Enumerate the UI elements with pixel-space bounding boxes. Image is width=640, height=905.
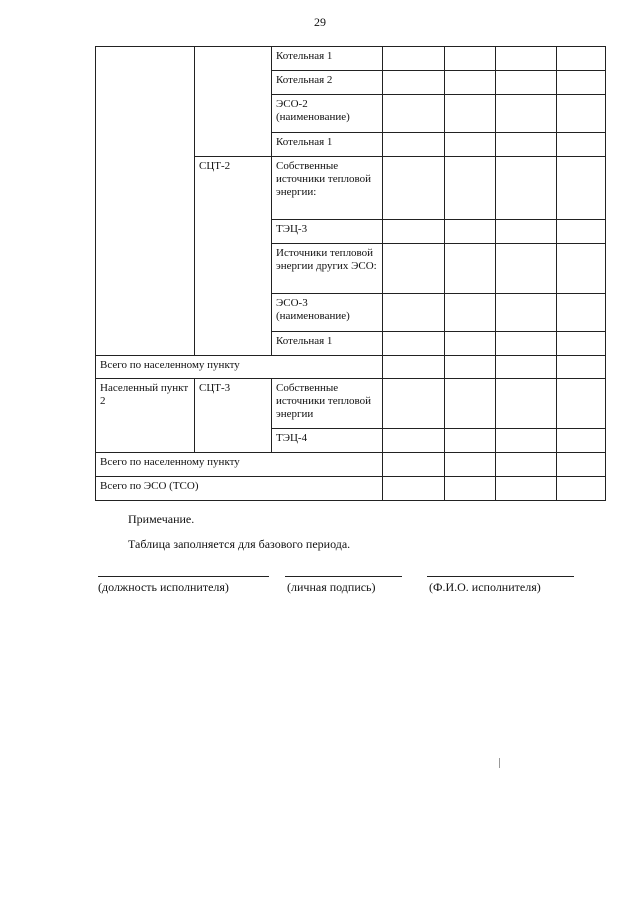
data-cell xyxy=(496,332,557,356)
source-cell: ТЭЦ-3 xyxy=(272,220,383,244)
table-row xyxy=(96,477,606,501)
data-cell xyxy=(445,95,496,133)
data-cell xyxy=(557,477,606,501)
data-cell xyxy=(383,379,445,429)
data-cell xyxy=(445,244,496,294)
data-cell xyxy=(496,453,557,477)
source-cell: ЭСО-3 (наименование) xyxy=(272,294,383,332)
page-number: 29 xyxy=(314,15,326,29)
data-cell xyxy=(383,95,445,133)
total-cell: Всего по населенному пункту xyxy=(96,453,383,477)
system-cell xyxy=(195,47,272,157)
source-cell: Котельная 1 xyxy=(272,133,383,157)
table-row xyxy=(96,453,606,477)
data-cell xyxy=(496,244,557,294)
data-cell xyxy=(445,294,496,332)
data-cell xyxy=(557,332,606,356)
table-row xyxy=(96,379,606,429)
source-cell: Источники тепловой энергии других ЭСО: xyxy=(272,244,383,294)
data-cell xyxy=(383,220,445,244)
data-cell xyxy=(383,157,445,220)
data-cell xyxy=(557,220,606,244)
position-signature-line xyxy=(98,576,269,577)
settlement-cell xyxy=(96,47,195,356)
data-cell xyxy=(445,379,496,429)
data-cell xyxy=(445,157,496,220)
data-cell xyxy=(496,157,557,220)
data-cell xyxy=(496,95,557,133)
personal-signature-line xyxy=(285,576,402,577)
source-cell: ТЭЦ-4 xyxy=(272,429,383,453)
data-cell xyxy=(496,133,557,157)
source-cell: ЭСО-2 (наименование) xyxy=(272,95,383,133)
data-cell xyxy=(383,477,445,501)
data-cell xyxy=(383,332,445,356)
data-cell xyxy=(557,379,606,429)
data-cell xyxy=(496,71,557,95)
data-cell xyxy=(496,294,557,332)
report-table xyxy=(95,46,606,501)
data-cell xyxy=(557,244,606,294)
data-cell xyxy=(557,356,606,379)
data-cell xyxy=(557,95,606,133)
data-cell xyxy=(557,157,606,220)
data-cell xyxy=(557,453,606,477)
source-cell: Котельная 1 xyxy=(272,332,383,356)
data-cell xyxy=(496,356,557,379)
data-cell xyxy=(496,429,557,453)
data-cell xyxy=(445,429,496,453)
data-cell xyxy=(445,477,496,501)
table-row xyxy=(96,47,606,71)
note-text: Таблица заполняется для базового периода. xyxy=(128,537,351,551)
data-cell xyxy=(383,71,445,95)
data-cell xyxy=(496,477,557,501)
source-cell: Собственные источники тепловой энергии xyxy=(272,379,383,429)
source-cell: Собственные источники тепловой энергии: xyxy=(272,157,383,220)
data-cell xyxy=(445,356,496,379)
data-cell xyxy=(496,379,557,429)
name-label: (Ф.И.О. исполнителя) xyxy=(429,580,541,594)
total-cell: Всего по населенному пункту xyxy=(96,356,383,379)
system-cell: СЦТ-2 xyxy=(195,157,272,356)
data-cell xyxy=(383,294,445,332)
source-cell: Котельная 1 xyxy=(272,47,383,71)
total-cell: Всего по ЭСО (ТСО) xyxy=(96,477,383,501)
note-title: Примечание. xyxy=(128,512,195,526)
settlement-cell: Населенный пункт 2 xyxy=(96,379,195,453)
position-label: (должность исполнителя) xyxy=(98,580,229,594)
data-cell xyxy=(496,47,557,71)
signature-label: (личная подпись) xyxy=(287,580,376,594)
data-cell xyxy=(445,453,496,477)
data-cell xyxy=(445,220,496,244)
data-cell xyxy=(383,244,445,294)
scan-mark xyxy=(499,758,500,768)
data-cell xyxy=(383,133,445,157)
data-cell xyxy=(383,47,445,71)
data-cell xyxy=(557,294,606,332)
table-row xyxy=(96,356,606,379)
data-cell xyxy=(557,133,606,157)
source-cell: Котельная 2 xyxy=(272,71,383,95)
data-cell xyxy=(445,47,496,71)
data-cell xyxy=(445,332,496,356)
data-cell xyxy=(557,429,606,453)
data-cell xyxy=(557,71,606,95)
data-cell xyxy=(383,356,445,379)
system-cell: СЦТ-3 xyxy=(195,379,272,453)
data-cell xyxy=(445,133,496,157)
data-cell xyxy=(383,429,445,453)
data-cell xyxy=(445,71,496,95)
data-cell xyxy=(383,453,445,477)
name-signature-line xyxy=(427,576,574,577)
data-cell xyxy=(557,47,606,71)
data-cell xyxy=(496,220,557,244)
